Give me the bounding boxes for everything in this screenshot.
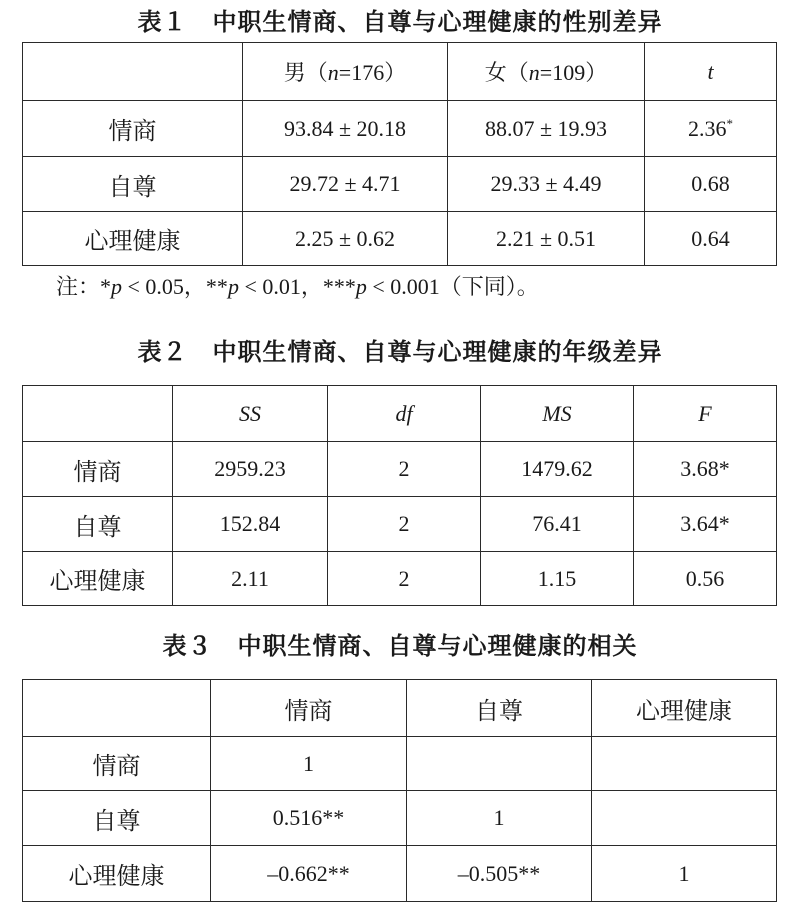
table2-header-ss: SS — [173, 386, 328, 442]
table2-cell-df: 2 — [328, 552, 481, 606]
row-label: 自尊 — [23, 157, 243, 212]
table3-cell: 1 — [407, 791, 592, 846]
row-label: 心理健康 — [23, 552, 173, 606]
table1-cell-male: 2.25 ± 0.62 — [243, 212, 448, 266]
table1-cell-t — [645, 101, 777, 157]
table2-header-row — [23, 386, 777, 442]
table3-header-eq: 情商 — [211, 680, 407, 737]
table2 — [22, 385, 777, 606]
table1 — [22, 42, 777, 266]
table3-cell: 1 — [211, 737, 407, 791]
table1-header-t: t — [645, 43, 777, 101]
table-row — [23, 442, 777, 497]
table2-cell-ss: 2.11 — [173, 552, 328, 606]
table-row — [23, 212, 777, 266]
table3-cell — [592, 791, 777, 846]
table2-caption: 表２ 中职生情商、自尊与心理健康的年级差异 — [137, 338, 663, 366]
row-label: 自尊 — [23, 791, 211, 846]
table3-cell: 0.516** — [211, 791, 407, 846]
table2-cell-f: 0.56 — [634, 552, 777, 606]
table-row — [23, 157, 777, 212]
table-row — [23, 497, 777, 552]
table3-cell: 1 — [592, 846, 777, 902]
table3-header-empty — [23, 680, 211, 737]
table2-cell-df: 2 — [328, 442, 481, 497]
table3 — [22, 679, 777, 902]
table2-cell-ms: 1479.62 — [481, 442, 634, 497]
table-row — [23, 846, 777, 902]
row-label: 心理健康 — [23, 212, 243, 266]
table3-caption: 表３ 中职生情商、自尊与心理健康的相关 — [162, 632, 638, 660]
row-label: 情商 — [23, 737, 211, 791]
table-row — [23, 101, 777, 157]
table1-cell-female: 2.21 ± 0.51 — [448, 212, 645, 266]
table1-cell-male: 93.84 ± 20.18 — [243, 101, 448, 157]
table1-caption: 表１ 中职生情商、自尊与心理健康的性别差异 — [137, 8, 663, 36]
table2-header-ms: MS — [481, 386, 634, 442]
table-row — [23, 737, 777, 791]
table2-cell-f: 3.64* — [634, 497, 777, 552]
row-label: 心理健康 — [23, 846, 211, 902]
table3-cell — [407, 737, 592, 791]
table2-header-f: F — [634, 386, 777, 442]
table-row — [23, 552, 777, 606]
table1-header-female: 女（n=109） — [448, 43, 645, 101]
row-label: 情商 — [23, 101, 243, 157]
significance-mark: * — [726, 115, 733, 131]
table1-header-male: 男（n=176） — [243, 43, 448, 101]
table2-cell-ss: 152.84 — [173, 497, 328, 552]
table2-cell-ms: 1.15 — [481, 552, 634, 606]
row-label: 自尊 — [23, 497, 173, 552]
table3-header-mental-health: 心理健康 — [592, 680, 777, 737]
table2-header-empty — [23, 386, 173, 442]
table3-cell: –0.505** — [407, 846, 592, 902]
table2-cell-ms: 76.41 — [481, 497, 634, 552]
t-value: 2.36 — [688, 115, 727, 141]
table1-cell-female: 29.33 ± 4.49 — [448, 157, 645, 212]
table3-cell — [592, 737, 777, 791]
table3-header-row — [23, 680, 777, 737]
table-row — [23, 791, 777, 846]
table3-header-self-esteem: 自尊 — [407, 680, 592, 737]
table1-cell-t: 0.68 — [645, 157, 777, 212]
table1-header-empty — [23, 43, 243, 101]
table2-cell-ss: 2959.23 — [173, 442, 328, 497]
table2-cell-f: 3.68* — [634, 442, 777, 497]
table1-cell-t: 0.64 — [645, 212, 777, 266]
row-label: 情商 — [23, 442, 173, 497]
table1-cell-male: 29.72 ± 4.71 — [243, 157, 448, 212]
table3-cell: –0.662** — [211, 846, 407, 902]
table2-cell-df: 2 — [328, 497, 481, 552]
table1-note: 注：*p < 0.05，**p < 0.01，***p < 0.001（下同）。 — [56, 274, 539, 299]
table2-header-df: df — [328, 386, 481, 442]
table1-cell-female: 88.07 ± 19.93 — [448, 101, 645, 157]
table1-header-row — [23, 43, 777, 101]
